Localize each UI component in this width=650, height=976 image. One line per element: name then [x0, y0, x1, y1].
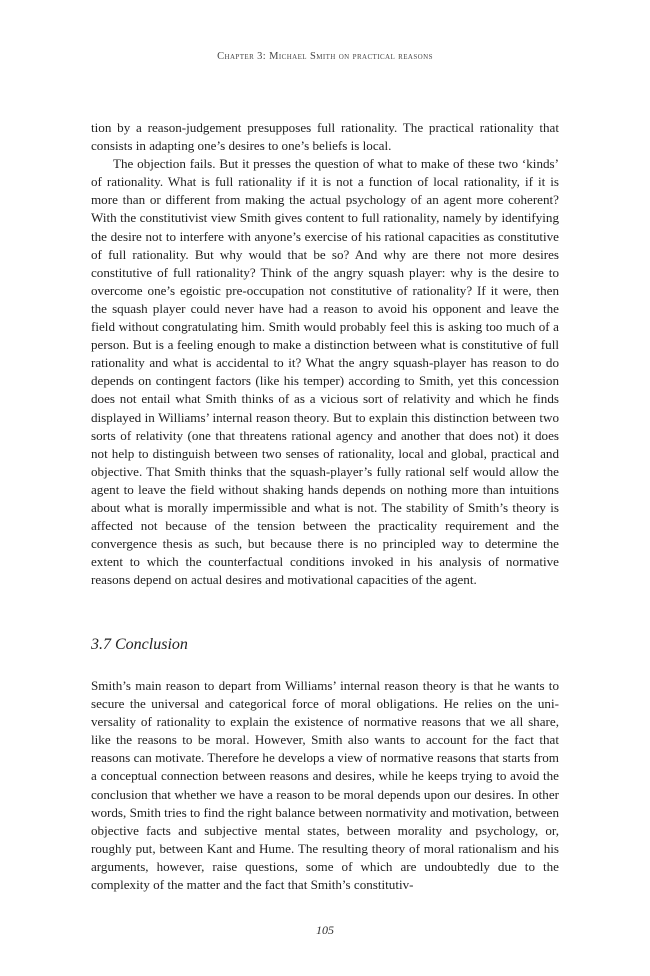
paragraph-objection: The objection fails. But it presses the question of what to make of these two ‘kinds’ of rationality. What is full rationality if it is not a function of local rationality, if it is more than or different from making the actual psychology of an agent more coherent? With the constitutivist view Smith gives content to full rationality, namely by identifying the desire not to interfere with anyone’s exercise of his rational capacities as constitutive of full rationality. But why would that be so? And why are there not more desires constitutive of full rationality? Think of the angry squash player: why is the desire to overcome one’s egoistic pre-occupation not constitutive of rationality? If it were, then the squash player could never have had a reason to avoid his opponent and leave the field without congratulating him. Smith would probably feel this is asking too much of a person. But is a feeling enough to make a distinction between what is constitutive of full rationality and what is accidental to it? What the angry squash-player has reason to do depends on contingent factors (like his temper) according to Smith, yet this concession does not entail what Smith thinks of as a vicious sort of relativity and which he finds displayed in Williams’ internal reason theory. But to explain this distinction between two sorts of relativity (one that threatens rational agency and another that does not) it does not help to distinguish between two senses of rationality, local and global, practical and objective. That Smith thinks that the squash-player’s fully rational self would allow the agent to leave the field without shaking hands depends on nothing more than intuitions about what is morally impermissible and what is not. The stability of Smith’s theory is affected not because of the tension between the practicality requirement and the convergence thesis as such, but because there is no principled way to determine the extent to which the counterfactual conditions invoked in his analysis of normative reasons depend on actual desires and motivational capacities of the agent. [91, 156, 559, 588]
body-text-block-2 [91, 677, 559, 894]
section-heading: 3.7 Conclusion [91, 636, 188, 653]
body-text-block-1 [91, 119, 559, 589]
page-number: 105 [316, 923, 334, 937]
paragraph-continuation: tion by a reason-judgement presupposes full rationality. The practical rationality that consists in adapting one’s desires to one’s beliefs is local. [91, 120, 559, 154]
running-head: Chapter 3: Michael Smith on practical reasons [217, 51, 433, 62]
paragraph-conclusion: Smith’s main reason to depart from Williams’ internal reason theory is that he wants to secure the universal and categorical force of moral obligations. He relies on the universality of rationality to explain the existence of normative reasons that we all share, like the reasons to be moral. However, Smith also wants to account for the fact that reasons can motivate. Therefore he develops a view of normative reasons that starts from a conceptual connection between reasons and desires, while he keeps trying to avoid the conclusion that whether we have a reason to be moral depends upon our desires. In other words, Smith tries to find the right balance between normativity and motivation, between objective facts and subjective mental states, between morality and psychology, or, roughly put, between Kant and Hume. The resulting theory of moral rationalism and his arguments, however, raise questions, some of which are undoubtedly due to the complexity of the matter and the fact that Smith’s constitutiv- [91, 678, 559, 893]
